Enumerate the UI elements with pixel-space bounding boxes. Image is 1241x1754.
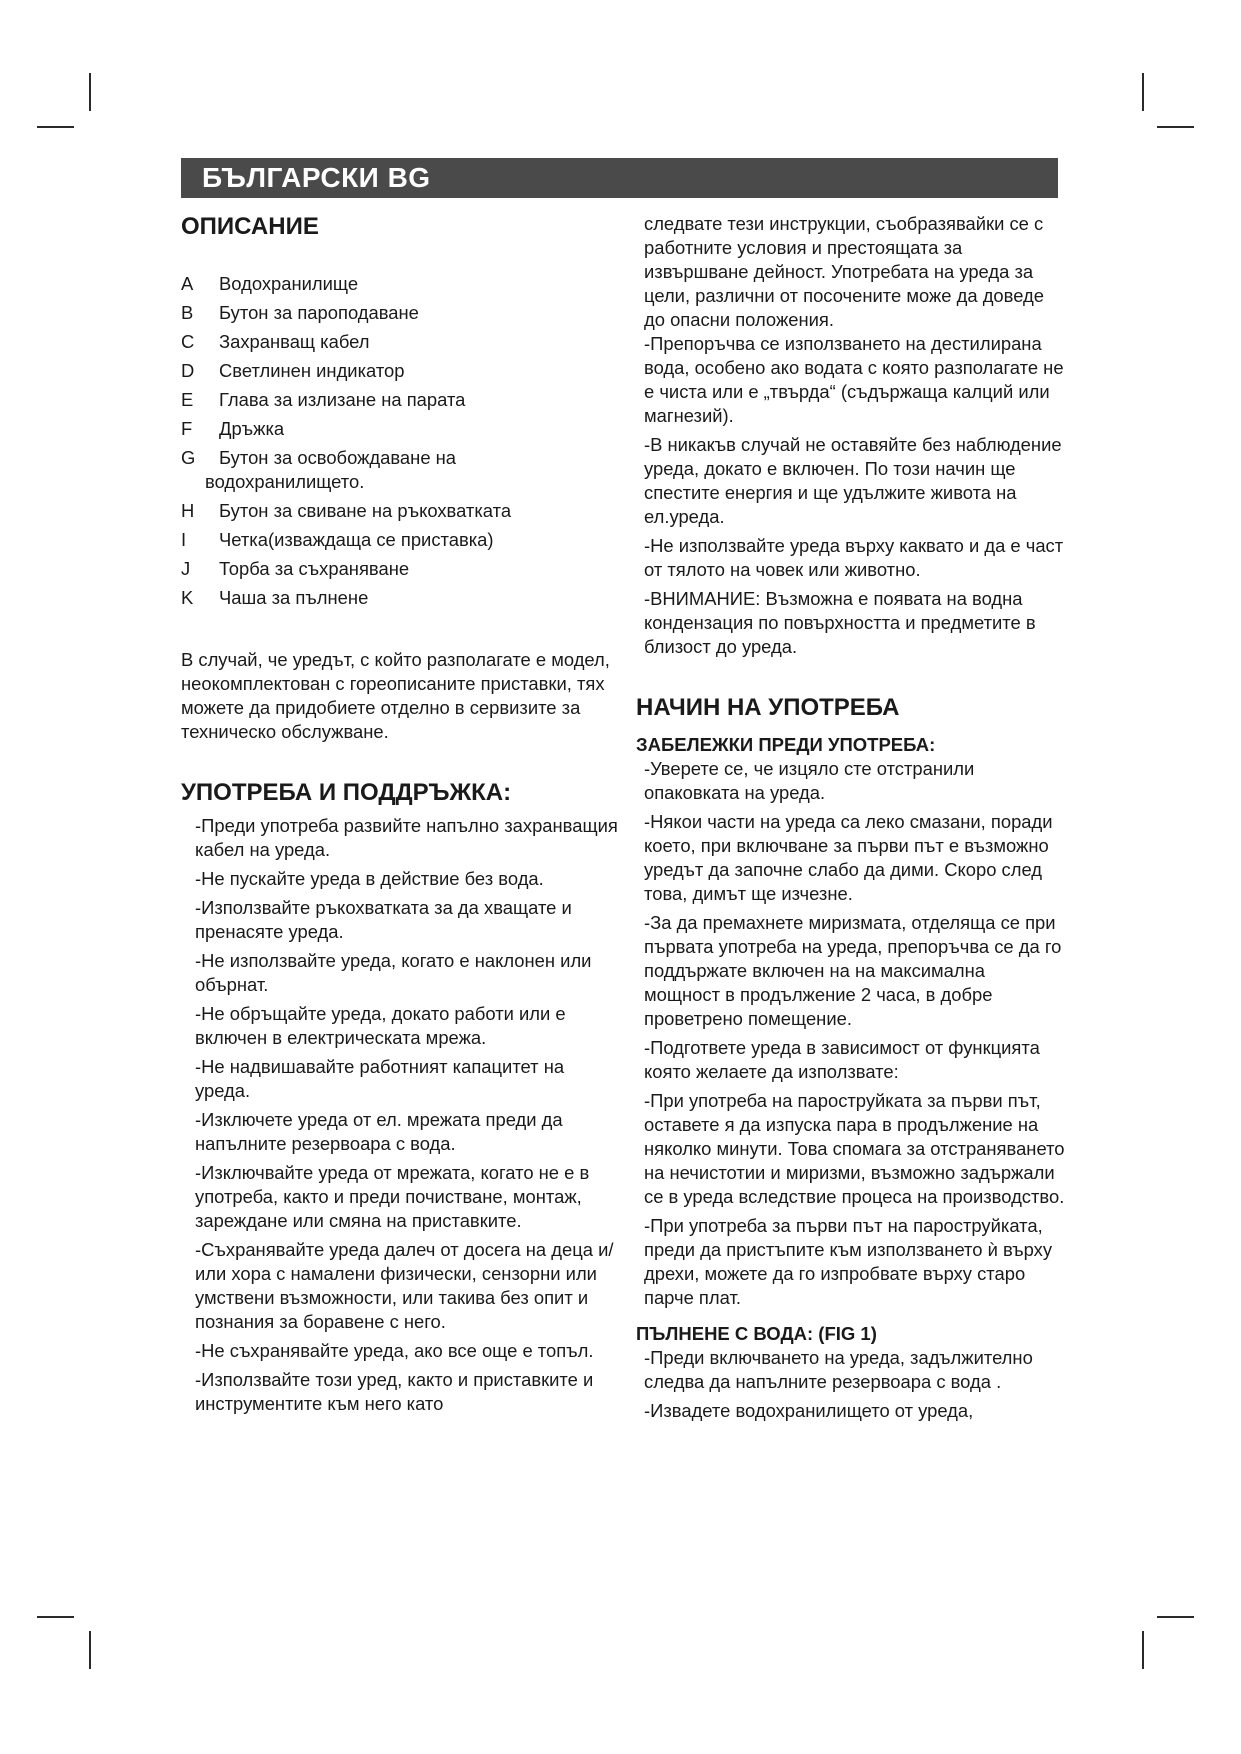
list-item: -Подгответе уреда в зависимост от функцията която желаете да използвате:: [644, 1037, 1040, 1082]
parts-list: [181, 272, 621, 610]
list-item: -В никакъв случай не оставяйте без наблюдение уреда, докато е включен. По този начин ще спестите енергия и ще удължите живота на ел.уреда.: [644, 434, 1062, 527]
crop-mark-top-left-v: [89, 73, 91, 111]
list-item: -Не надвишавайте работният капацитет на уреда.: [195, 1056, 565, 1101]
list-item: -Не обръщайте уреда, докато работи или е включен в електрическата мрежа.: [195, 1003, 566, 1048]
list-item: -Преди включването на уреда, задължително следва да напълните резервоара с вода .: [644, 1347, 1033, 1392]
continuation-paragraph: следвате тези инструкции, съобразявайки се с работните условия и престоящата за извършване дейност. Употребата на уреда за цели, различни от посочените може да доведе до опасни положения.: [644, 213, 1045, 330]
list-item: -Изключете уреда от ел. мрежата преди да напълните резервоара с вода.: [195, 1109, 563, 1154]
list-item: -ВНИМАНИЕ: Възможна е появата на водна кондензация по повърхността и предметите в близост до уреда.: [644, 588, 1036, 657]
accessories-note: В случай, че уредът, с който разполагате е модел, неокомплектован с гореописаните приставки, тях можете да придобиете отделно в сервизите за техническо обслужване.: [181, 649, 610, 742]
list-item: -Извадете водохранилището от уреда,: [644, 1400, 974, 1421]
safety-list: [636, 332, 1066, 659]
notes-before-use-heading: ЗАБЕЛЕЖКИ ПРЕДИ УПОТРЕБА:: [636, 734, 936, 755]
method-heading: НАЧИН НА УПОТРЕБА: [636, 694, 900, 721]
part-item: B Бутон за пароподаване: [181, 302, 419, 323]
water-filling-heading: ПЪЛНЕНЕ С ВОДА: (FIG 1): [636, 1323, 877, 1344]
list-item: -Препоръчва се използването на дестилирана вода, особено ако водата с която разполагате не е чиста или е „твърда“ (съдържаща калций или магнезий).: [644, 333, 1064, 426]
crop-mark-bottom-right-h: [1157, 1616, 1194, 1618]
part-item: H Бутон за свиване на ръкохватката: [181, 500, 512, 521]
list-item: -Не пускайте уреда в действие без вода.: [195, 868, 544, 889]
list-item: -При употреба за първи път на пароструйката, преди да пристъпите към използването ѝ върху дрехи, можете да го изпробвате върху старо парче плат.: [644, 1215, 1053, 1308]
list-item: -Използвайте този уред, както и приставките и инструментите към него като: [195, 1369, 594, 1414]
part-item: F Дръжка: [181, 418, 285, 439]
list-item: -Уверете се, че изцяло сте отстранили опаковката на уреда.: [644, 758, 975, 803]
list-item: -Използвайте ръкохватката за да хващате и пренасяте уреда.: [195, 897, 572, 942]
left-column: [181, 212, 621, 1421]
part-item: D Светлинен индикатор: [181, 360, 405, 381]
list-item: -Не използвайте уреда, когато е наклонен или обърнат.: [195, 950, 592, 995]
crop-mark-bottom-left-v: [89, 1631, 91, 1669]
part-item: J Торба за съхраняване: [181, 558, 410, 579]
right-column: [636, 212, 1066, 1428]
crop-mark-top-left-h: [37, 126, 74, 128]
description-heading: ОПИСАНИЕ: [181, 213, 319, 240]
crop-mark-top-right-h: [1157, 126, 1194, 128]
part-item: C Захранващ кабел: [181, 331, 370, 352]
part-item: G Бутон за освобождаване на водохранилището.: [181, 447, 457, 492]
water-filling-list: [636, 1346, 1066, 1423]
use-maintenance-heading: УПОТРЕБА И ПОДДРЪЖКА:: [181, 779, 512, 806]
crop-mark-bottom-left-h: [37, 1616, 74, 1618]
list-item: -Не съхранявайте уреда, ако все още е топъл.: [195, 1340, 594, 1361]
language-header-bar: БЪЛГАРСКИ BG: [181, 158, 1058, 198]
crop-mark-top-right-v: [1142, 73, 1144, 111]
list-item: -Не използвайте уреда върху каквато и да е част от тялото на човек или животно.: [644, 535, 1064, 580]
list-item: -Съхранявайте уреда далеч от досега на деца и/или хора с намалени физически, сензорни или умствени възможности, или такива без опит и познания за боравене с него.: [195, 1239, 614, 1332]
list-item: -Преди употреба развийте напълно захранващия кабел на уреда.: [195, 815, 618, 860]
part-item: E Глава за излизане на парата: [181, 389, 466, 410]
use-maintenance-list: [181, 814, 621, 1416]
part-item: A Водохранилище: [181, 273, 359, 294]
crop-mark-bottom-right-v: [1142, 1631, 1144, 1669]
list-item: -Някои части на уреда са леко смазани, поради което, при включване за първи път е възможно уредът да започне слабо да дими. Скоро след това, димът ще изчезне.: [644, 811, 1053, 904]
list-item: -Изключвайте уреда от мрежата, когато не е в употреба, както и преди почистване, монтаж, зареждане или смяна на приставките.: [195, 1162, 590, 1231]
notes-list: [636, 757, 1066, 1310]
part-item: K Чаша за пълнене: [181, 587, 369, 608]
list-item: -За да премахнете миризмата, отделяща се при първата употреба на уреда, препоръчва се да го поддържате включен на на максимална мощност в продължение 2 часа, в добре проветрено помещение.: [644, 912, 1062, 1029]
part-item: I Четка(изваждаща се приставка): [181, 529, 494, 550]
list-item: -При употреба на пароструйката за първи път, оставете я да изпуска пара в продължение на няколко минути. Това спомага за отстраняването на нечистотии и миризми, възможно задържали се в уреда вследствие процеса на производство.: [644, 1090, 1065, 1207]
